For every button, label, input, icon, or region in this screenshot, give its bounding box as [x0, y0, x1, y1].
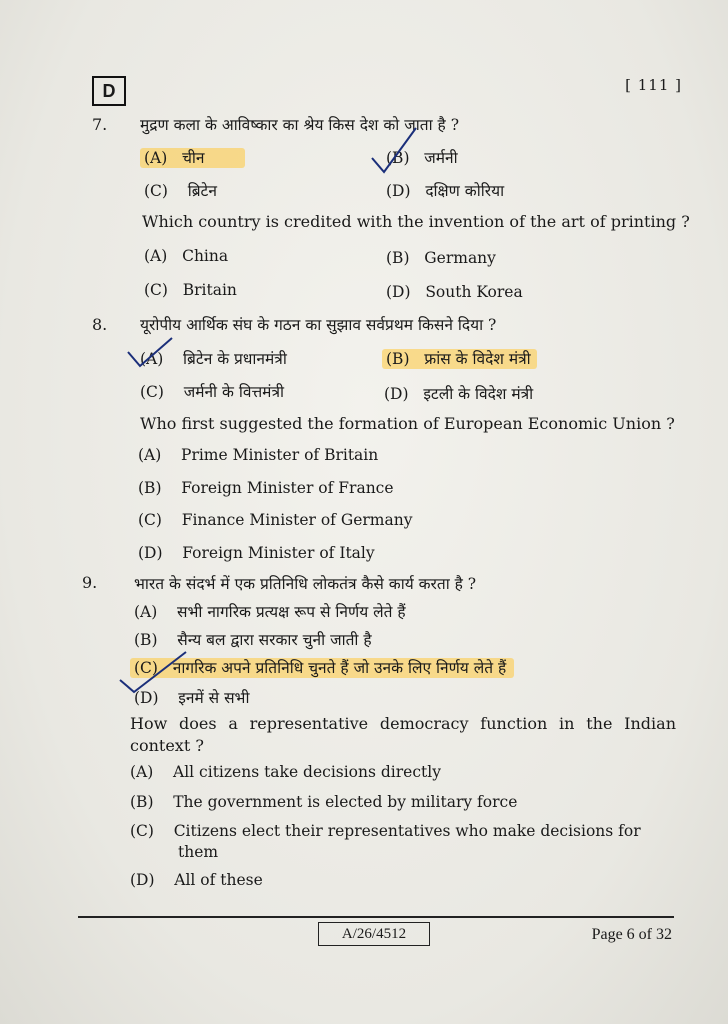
q9-en-option-c: (C) Citizens elect their representatives who make decisions for: [130, 822, 641, 840]
q8-en-option-d: (D) Foreign Minister of Italy: [138, 544, 375, 562]
question-8-number: 8.: [92, 315, 108, 334]
page-number: Page 6 of 32: [591, 926, 672, 943]
question-9-english-line1: How does a representative democracy function in the Indian: [130, 714, 676, 733]
question-7-number: 7.: [92, 115, 108, 134]
q8-hi-option-c: (C) जर्मनी के वित्तमंत्री: [140, 383, 285, 401]
question-7-english: Which country is credited with the invention of the art of printing ?: [142, 212, 690, 231]
q7-en-option-b: (B) Germany: [386, 249, 496, 267]
paper-set-code: [ 111 ]: [625, 76, 682, 94]
question-9-hindi: भारत के संदर्भ में एक प्रतिनिधि लोकतंत्र कैसे कार्य करता है ?: [134, 575, 477, 593]
q8-en-option-a: (A) Prime Minister of Britain: [138, 446, 379, 464]
question-8-english: Who first suggested the formation of European Economic Union ?: [140, 414, 675, 433]
footer-rule: [78, 916, 674, 918]
q9-en-option-c-line2: them: [178, 843, 219, 861]
q7-hi-option-a: (A) चीन: [140, 146, 240, 168]
question-8-hindi: यूरोपीय आर्थिक संघ के गठन का सुझाव सर्वप्रथम किसने दिया ?: [140, 316, 497, 334]
q7-hi-option-b: (B) जर्मनी: [386, 149, 458, 167]
q7-hi-option-d: (D) दक्षिण कोरिया: [386, 182, 505, 200]
q9-en-option-d: (D) All of these: [130, 871, 263, 889]
q9-hi-option-b: (B) सैन्य बल द्वारा सरकार चुनी जाती है: [134, 631, 372, 649]
q7-en-option-a: (A) China: [144, 247, 229, 265]
q7-hi-option-c: (C) ब्रिटेन: [144, 182, 217, 200]
question-7-hindi: मुद्रण कला के आविष्कार का श्रेय किस देश को जाता है ?: [140, 116, 460, 134]
q9-hi-option-c: (C) नागरिक अपने प्रतिनिधि चुनते हैं जो उनके लिए निर्णय लेते हैं: [130, 656, 514, 678]
q8-en-option-c: (C) Finance Minister of Germany: [138, 511, 413, 529]
q8-en-option-b: (B) Foreign Minister of France: [138, 479, 394, 497]
q9-en-option-b: (B) The government is elected by military force: [130, 793, 518, 811]
question-9-english-line2: context ?: [130, 736, 204, 755]
q8-hi-option-d: (D) इटली के विदेश मंत्री: [384, 385, 534, 403]
q8-hi-option-b: (B) फ्रांस के विदेश मंत्री: [382, 347, 537, 369]
q7-en-option-d: (D) South Korea: [386, 283, 523, 301]
q8-hi-option-a: (A) ब्रिटेन के प्रधानमंत्री: [140, 350, 287, 368]
q9-hi-option-a: (A) सभी नागरिक प्रत्यक्ष रूप से निर्णय लेते हैं: [134, 603, 406, 621]
paper-code: A/26/4512: [318, 922, 430, 946]
q9-hi-option-d: (D) इनमें से सभी: [134, 689, 250, 707]
q9-en-option-a: (A) All citizens take decisions directly: [130, 763, 441, 781]
q7-en-option-c: (C) Britain: [144, 281, 237, 299]
set-label: D: [92, 76, 126, 106]
question-9-number: 9.: [82, 573, 98, 592]
